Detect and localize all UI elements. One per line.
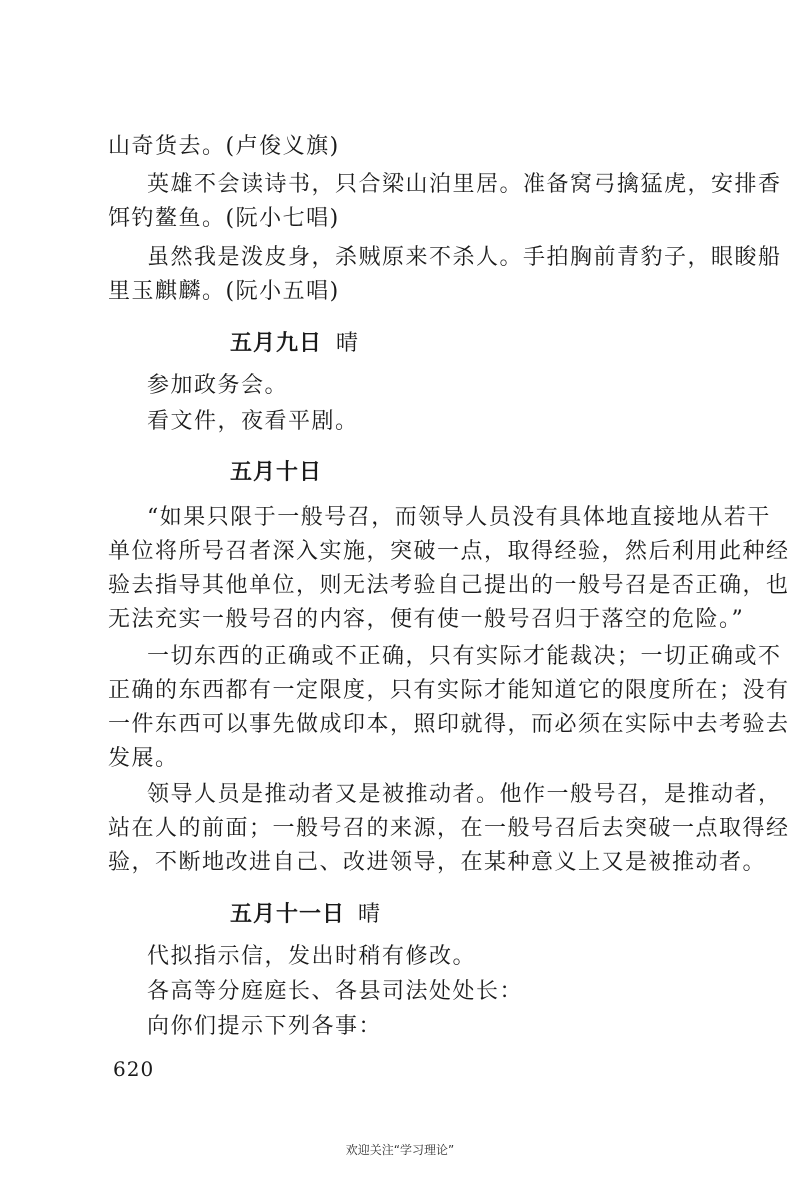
paragraph-line: “如果只限于一般号召，而领导人员没有具体地直接地从若干: [147, 505, 771, 530]
paragraph-line: 发展。: [108, 746, 179, 771]
entry-weather: 晴: [358, 902, 381, 927]
paragraph-line: 代拟指示信，发出时稍有修改。: [147, 944, 477, 969]
paragraph-line: 验去指导其他单位，则无法考验自己提出的一般号召是否正确，也: [108, 573, 790, 598]
entry-date-heading: 五月九日: [230, 331, 323, 356]
paragraph-line: 一件东西可以事先做成印本，照印就得，而必须在实际中去考验去: [108, 712, 790, 737]
verse-line: 虽然我是泼皮身，杀贼原来不杀人。手拍胸前青豹子，眼睃船: [147, 245, 782, 270]
page-number: 620: [113, 1057, 155, 1081]
verse-line: 山奇货去。(卢俊义旗): [108, 134, 340, 159]
footer-caption: 欢迎关注“学习理论”: [345, 1143, 455, 1157]
paragraph-line: 验，不断地改进自己、改进领导，在某种意义上又是被推动者。: [108, 850, 767, 875]
paragraph-line: 单位将所号召者深入实施，突破一点，取得经验，然后利用此种经: [108, 539, 790, 564]
paragraph-line: 正确的东西都有一定限度，只有实际才能知道它的限度所在；没有: [108, 678, 790, 703]
paragraph-line: 领导人员是推动者又是被推动者。他作一般号召，是推动者，: [147, 782, 782, 807]
entry-weather: 晴: [336, 331, 359, 356]
paragraph-line: 站在人的前面；一般号召的来源，在一般号召后去突破一点取得经: [108, 816, 790, 841]
paragraph-line: 参加政务会。: [147, 373, 289, 398]
paragraph-line: 一切东西的正确或不正确，只有实际才能裁决；一切正确或不: [147, 644, 782, 669]
verse-line: 里玉麒麟。(阮小五唱): [108, 279, 340, 304]
verse-line: 英雄不会读诗书，只合梁山泊里居。准备窝弓擒猛虎，安排香: [147, 172, 782, 197]
paragraph-line: 看文件，夜看平剧。: [147, 409, 359, 434]
entry-date-heading: 五月十一日: [230, 902, 346, 927]
paragraph-line: 无法充实一般号召的内容，便有使一般号召归于落空的危险。”: [108, 607, 745, 632]
verse-line: 饵钓鳌鱼。(阮小七唱): [108, 206, 340, 231]
paragraph-line: 各高等分庭庭长、各县司法处处长：: [147, 979, 524, 1004]
entry-date-heading: 五月十日: [230, 460, 323, 485]
paragraph-line: 向你们提示下列各事：: [147, 1014, 383, 1039]
